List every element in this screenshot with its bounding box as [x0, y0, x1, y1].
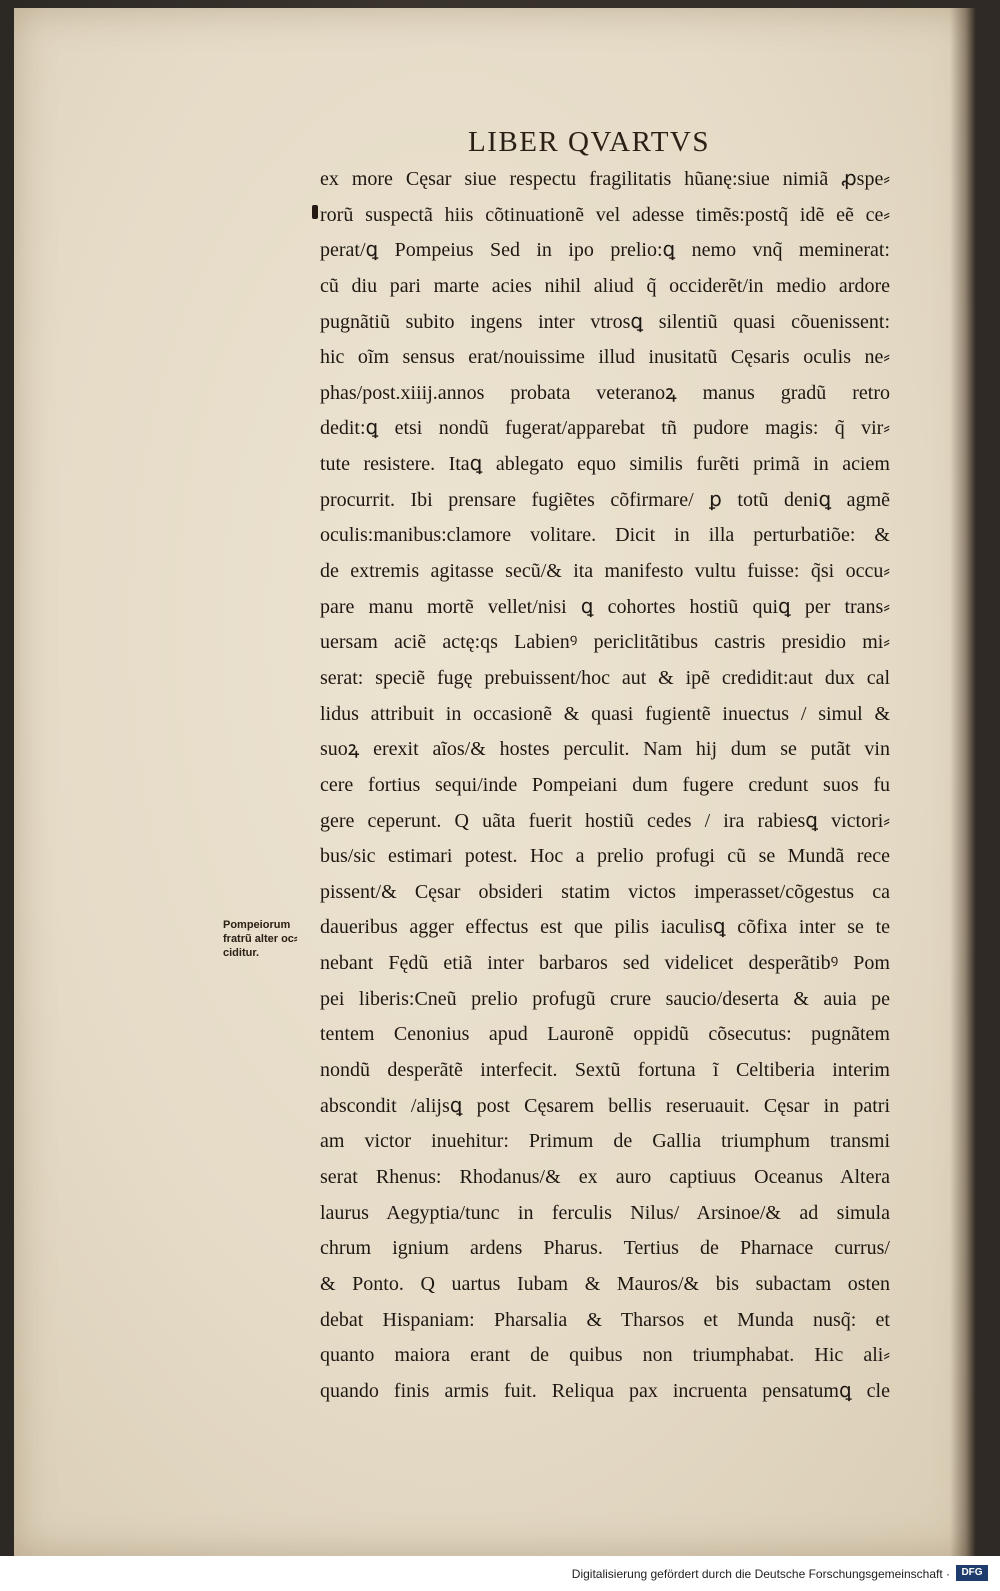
text-line: pissent/& Cęsar obsideri statim victos imperasset/cõgestus ca: [320, 880, 890, 903]
running-header: LIBER QVARTVS: [468, 126, 710, 158]
text-line: phas/post.xiiij.annos probata veteranoꝝ manus gradũ retro: [320, 381, 890, 404]
text-line: am victor inuehitur: Primum de Gallia triumphum transmi: [320, 1130, 890, 1153]
text-line: ex more Cęsar siue respectu fragilitatis hũanę:siue nimiã ꝓspe⸗: [320, 168, 890, 190]
main-text-block: [320, 162, 890, 1409]
text-line: procurrit. Ibi prensare fugiẽtes cõfirmare/ ꝑ totũ deniꝗ agmẽ: [320, 488, 890, 511]
funding-credit: Digitalisierung gefördert durch die Deutsche Forschungsgemeinschaft ·: [571, 1567, 950, 1581]
text-line: de extremis agitasse secũ/& ita manifesto vultu fuisse: q̃si occu⸗: [320, 560, 890, 583]
marginal-note-line: Pompeiorum: [223, 919, 291, 931]
marginal-note-line: fratrũ alter oc⸗: [223, 933, 298, 945]
marginal-note: [223, 918, 315, 960]
text-line: serat: speciẽ fugę prebuissent/hoc aut & ipẽ credidit:aut dux cal: [320, 666, 890, 689]
dfg-logo: DFG: [956, 1565, 988, 1581]
text-line: serat Rhenus: Rhodanus/& ex auro captiuus Oceanus Altera: [320, 1165, 890, 1188]
text-line: quanto maiora erant de quibus non triumphabat. Hic ali⸗: [320, 1344, 890, 1367]
text-line: nondũ desperãtẽ interfecit. Sextũ fortuna ĩ Celtiberia interim: [320, 1059, 890, 1082]
text-line: uersam aciẽ actę:qs Labienꝰ periclitãtibus castris presidio mi⸗: [320, 631, 890, 654]
text-line: dedit:ꝗ etsi nondũ fugerat/apparebat tñ pudore magis: q̃ vir⸗: [320, 417, 890, 440]
text-line: suoꝝ erexit aĩos/& hostes perculit. Nam hij dum se putãt vin: [320, 738, 890, 761]
text-line: cũ diu pari marte acies nihil aliud q̃ occiderẽt/in medio ardore: [320, 274, 890, 297]
text-line: lidus attribuit in occasionẽ & quasi fugientẽ inuectus / simul &: [320, 702, 890, 725]
text-line: quando finis armis fuit. Reliqua pax incruenta pensatumꝗ cle: [320, 1379, 890, 1402]
text-line: tute resistere. Itaꝗ ablegato equo similis furẽti primã in aciem: [320, 453, 890, 476]
text-line: & Ponto. Q uartus Iubam & Mauros/& bis subactam osten: [320, 1272, 890, 1295]
ink-blot-mark: [312, 205, 318, 219]
text-line: gere ceperunt. Q uãta fuerit hostiũ cedes / ira rabiesꝗ victori⸗: [320, 809, 890, 832]
text-line: laurus Aegyptia/tunc in ferculis Nilus/ Arsinoe/& ad simula: [320, 1201, 890, 1224]
digitization-footer: [0, 1556, 1000, 1591]
text-line: nebant Fędũ etiã inter barbaros sed videlicet desperãtibꝰ Pom: [320, 952, 890, 975]
text-line: abscondit /alijsꝗ post Cęsarem bellis reseruauit. Cęsar in patri: [320, 1094, 890, 1117]
text-line: bus/sic estimari potest. Hoc a prelio profugi cũ se Mundã rece: [320, 845, 890, 868]
text-line: perat/ꝗ Pompeius Sed in ipo prelio:ꝗ nemo vnq̃ meminerat:: [320, 239, 890, 262]
text-line: chrum ignium ardens Pharus. Tertius de Pharnace currus/: [320, 1237, 890, 1260]
text-line: pei liberis:Cneũ prelio profugũ crure saucio/deserta & auia pe: [320, 987, 890, 1010]
text-line: hic oĩm sensus erat/nouissime illud inusitatũ Cęsaris oculis ne⸗: [320, 346, 890, 369]
text-line: pare manu mortẽ vellet/nisi ꝗ cohortes hostiũ quiꝗ per trans⸗: [320, 595, 890, 618]
text-line: debat Hispaniam: Pharsalia & Tharsos et Munda nusq̃: et: [320, 1308, 890, 1331]
text-line: cere fortius sequi/inde Pompeiani dum fugere credunt suos fu: [320, 773, 890, 796]
text-line: pugnãtiũ subito ingens inter vtrosꝗ silentiũ quasi cõuenissent:: [320, 310, 890, 333]
text-line: tentem Cenonius apud Lauronẽ oppidũ cõsecutus: pugnãtem: [320, 1023, 890, 1046]
text-line: daueribus agger effectus est que pilis iaculisꝗ cõfixa inter se te: [320, 916, 890, 939]
page-gutter-shadow: [950, 8, 976, 1556]
text-line: rorũ suspectã hiis cõtinuationẽ vel adesse timẽs:postq̃ idẽ eẽ ce⸗: [320, 203, 890, 226]
marginal-note-line: ciditur.: [223, 947, 260, 959]
text-line: oculis:manibus:clamore volitare. Dicit in illa perturbatiõe: &: [320, 524, 890, 547]
